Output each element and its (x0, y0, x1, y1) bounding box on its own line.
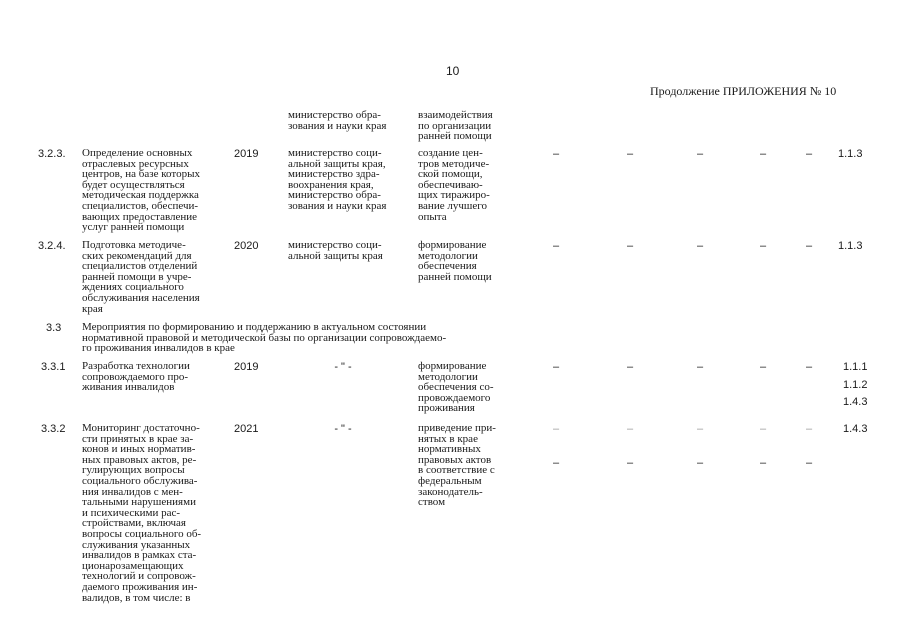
indicator-dash: – (552, 148, 560, 160)
indicator-dash: – (759, 148, 767, 160)
item-number: 3.2.4. (38, 240, 66, 252)
indicator-dash: – (696, 240, 704, 252)
page-number: 10 (446, 64, 460, 78)
year-cell: 2019 (234, 361, 259, 373)
result-cell: формирование методологии обеспечения ранней помощи (418, 239, 492, 283)
indicator-dash: – (626, 240, 634, 252)
indicator-dash: – (552, 361, 560, 373)
year-cell: 2019 (234, 148, 259, 160)
target-code: 1.1.3 (838, 148, 863, 160)
activity-cell: Разработка технологии сопровождаемого про- живания инвалидов (82, 360, 190, 394)
indicator-dash: – (626, 361, 634, 373)
appendix-continuation-header: Продолжение ПРИЛОЖЕНИЯ № 10 (650, 84, 837, 98)
indicator-dash: – (759, 361, 767, 373)
indicator-dash: – (759, 457, 767, 469)
executor-cell: министерство обра- зования и науки края (288, 109, 387, 132)
target-code: 1.4.3 (843, 396, 868, 408)
indicator-dash: – (626, 423, 634, 435)
target-code: 1.1.1 (843, 361, 868, 373)
executor-cell: министерство соци- альной защиты края (288, 239, 383, 262)
indicator-dash: – (805, 457, 813, 469)
indicator-dash: – (696, 457, 704, 469)
item-number: 3.2.3. (38, 148, 66, 160)
executor-cell: министерство соци- альной защиты края, министерство здра- воохранения края, министерство обра- зования и науки края (288, 147, 387, 212)
result-cell: создание цен- тров методиче- ской помощи, обеспечиваю- щих тиражиро- вание лучшего опыта (418, 147, 490, 223)
indicator-dash: – (759, 240, 767, 252)
item-number: 3.3.2 (41, 423, 66, 435)
section-number: 3.3 (46, 322, 62, 334)
activity-cell: Мониторинг достаточно- сти принятых в крае за- конов и иных норматив- ных правовых актов, ре- гулирующих вопросы социального обслужива- ния инвалидов с мен- тальными нарушениями и психическими рас- стройствами, включая вопросы социального об- служивания указанных инвалидов в рамках ста- ционарозамещающих технологий и сопровож- даемого проживания ин- валидов, в том числе: в (82, 422, 202, 604)
executor-ditto: - " - (334, 423, 352, 435)
target-code: 1.4.3 (843, 423, 868, 435)
item-number: 3.3.1 (41, 361, 66, 373)
indicator-dash: – (696, 423, 704, 435)
indicator-dash: – (552, 457, 560, 469)
target-code: 1.1.3 (838, 240, 863, 252)
result-cell: взаимодействия по организации ранней помощи (418, 109, 493, 143)
indicator-dash: – (805, 361, 813, 373)
result-cell: приведение при- нятых в крае нормативных правовых актов в соответствие с федеральным законодатель- ством (418, 422, 496, 509)
year-cell: 2021 (234, 423, 259, 435)
indicator-dash: – (626, 457, 634, 469)
indicator-dash: – (759, 423, 767, 435)
section-title: Мероприятия по формированию и поддержанию в актуальном состоянии нормативной правовой и методической базы по организации сопровождаемо- го проживания инвалидов в крае (82, 321, 447, 355)
indicator-dash: – (805, 240, 813, 252)
indicator-dash: – (696, 148, 704, 160)
indicator-dash: – (696, 361, 704, 373)
activity-cell: Определение основных отраслевых ресурсных центров, на базе которых будет осуществляться методическая поддержка специалистов, обеспечи- вающих предоставление услуг ранней помощи (82, 147, 200, 234)
indicator-dash: – (626, 148, 634, 160)
indicator-dash: – (805, 423, 813, 435)
target-code: 1.1.2 (843, 379, 868, 391)
executor-ditto: - " - (334, 361, 352, 373)
indicator-dash: – (805, 148, 813, 160)
indicator-dash: – (552, 423, 560, 435)
activity-cell: Подготовка методиче- ских рекомендаций для специалистов отделений ранней помощи в учре- ждениях социального обслуживания населения края (82, 239, 200, 315)
indicator-dash: – (552, 240, 560, 252)
year-cell: 2020 (234, 240, 259, 252)
result-cell: формирование методологии обеспечения со- провождаемого проживания (418, 360, 494, 415)
